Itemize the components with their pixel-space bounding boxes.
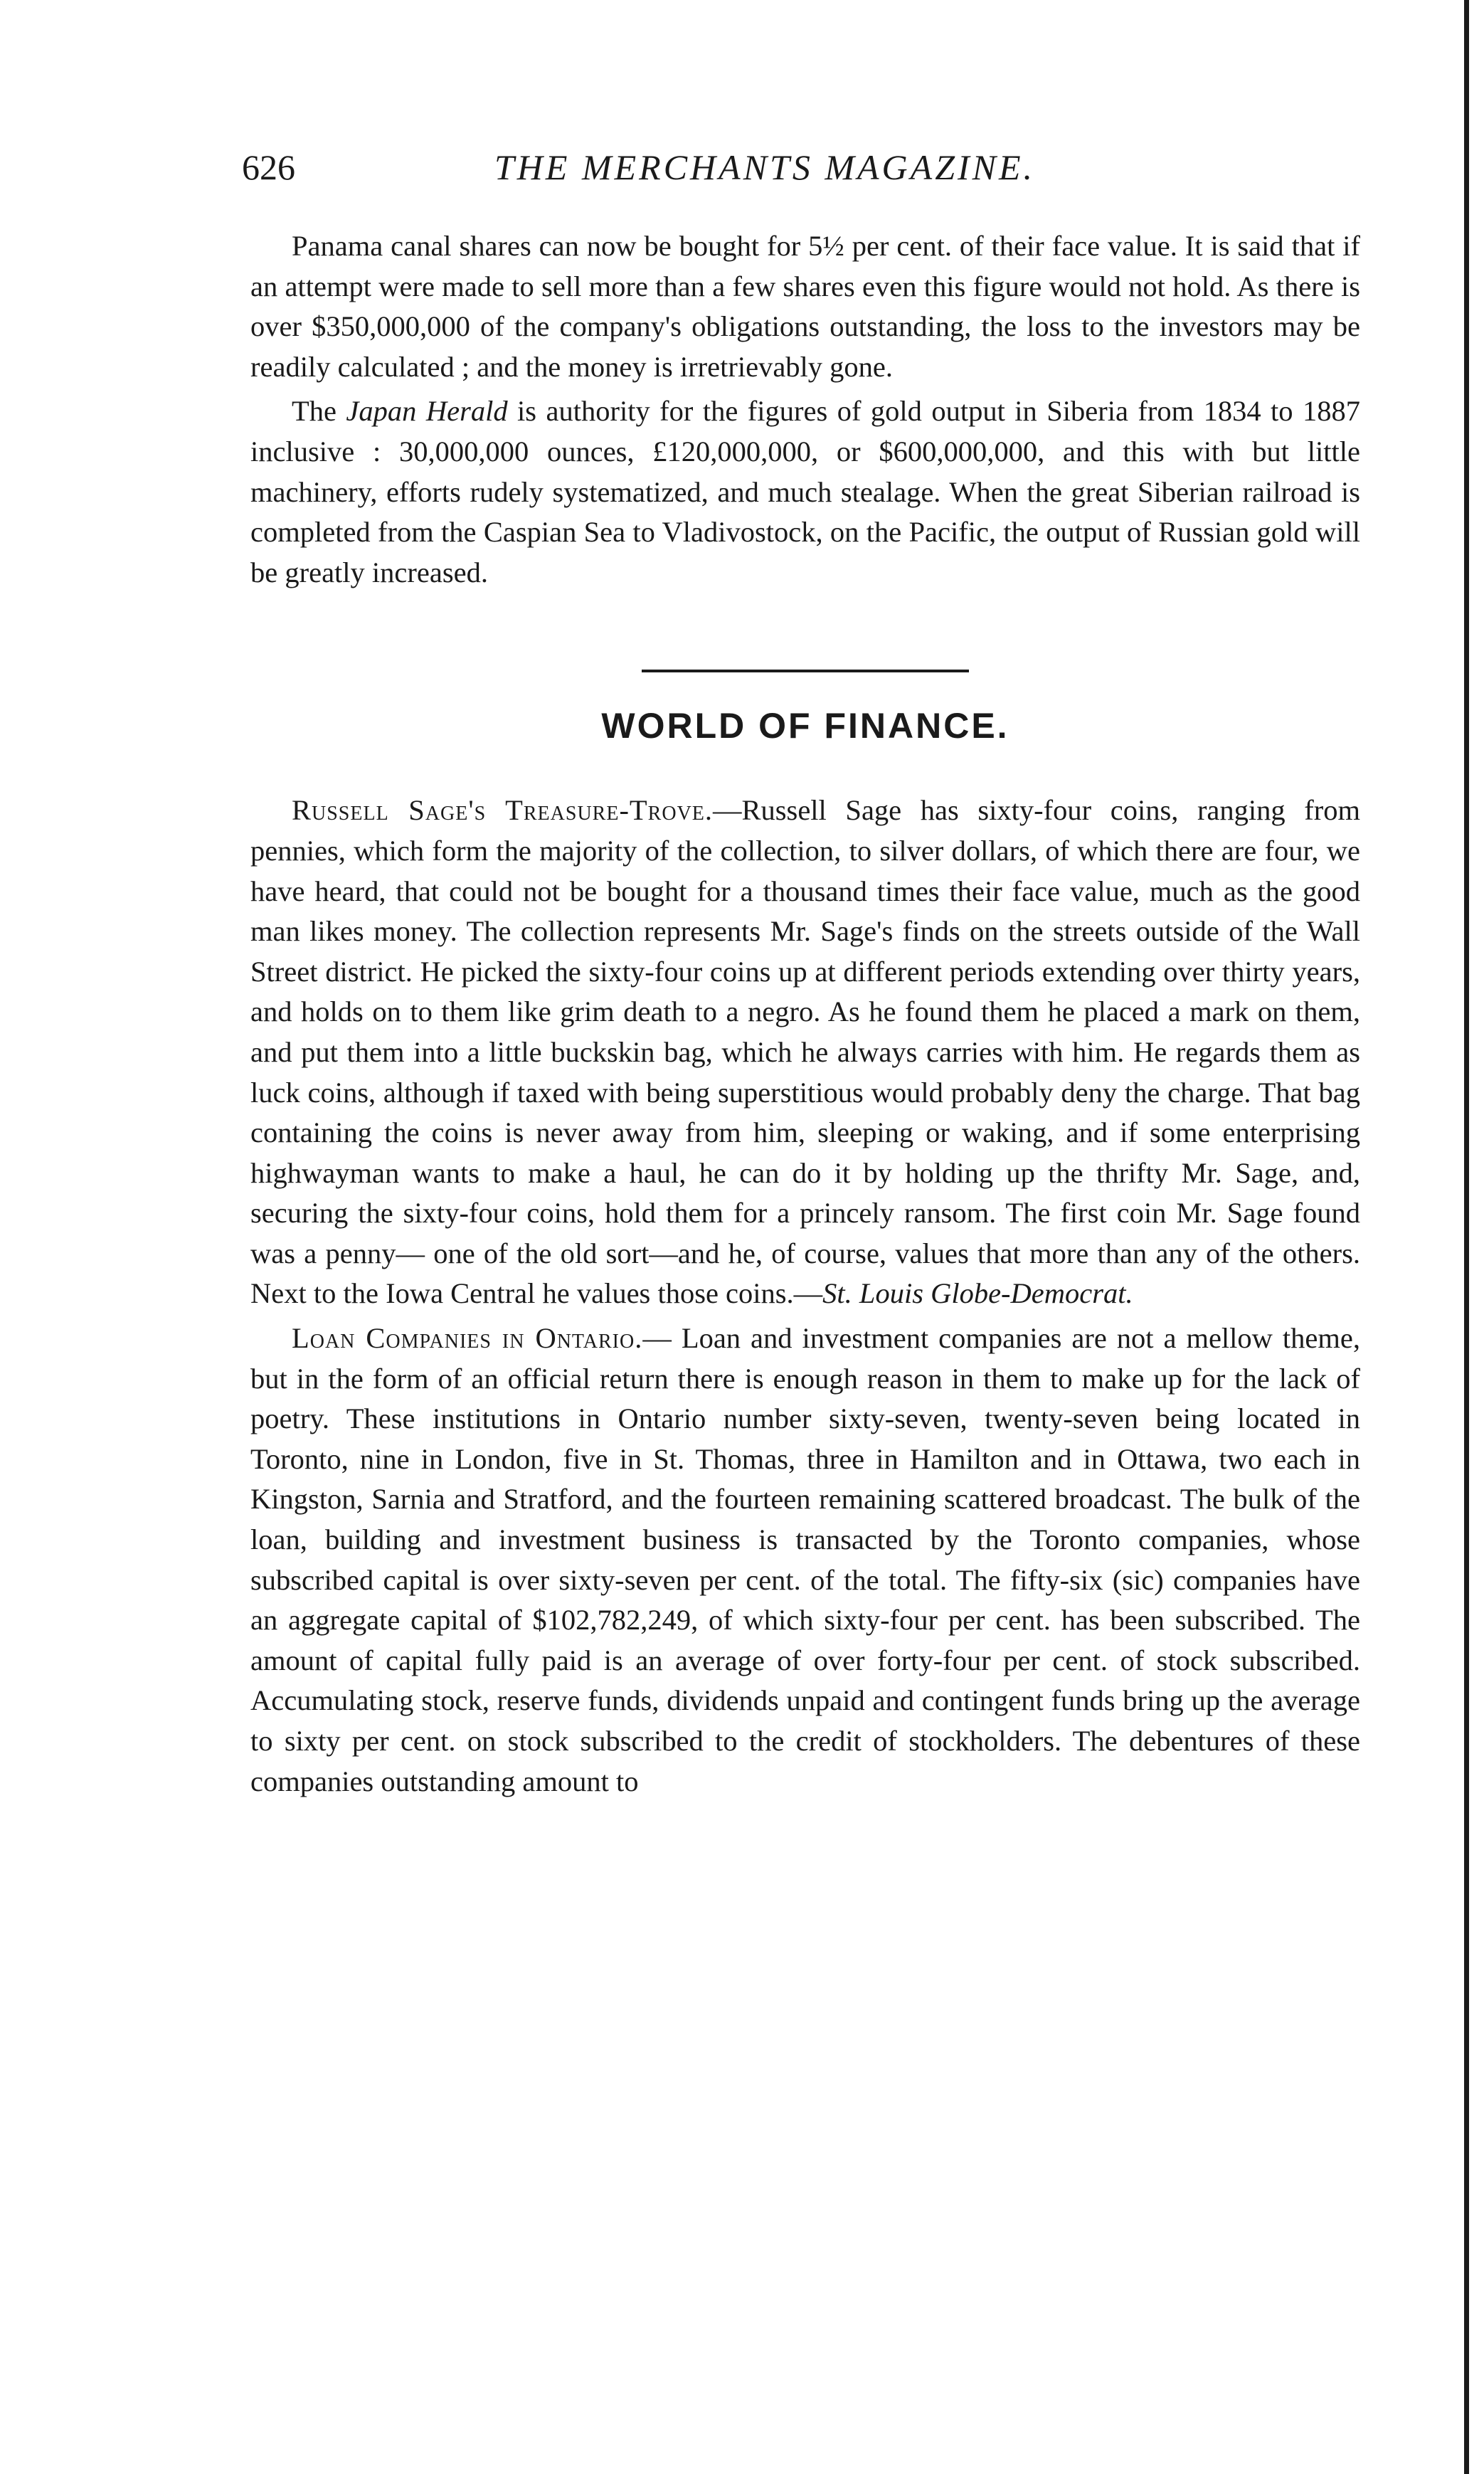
- source-japan-herald: Japan Herald: [346, 395, 508, 428]
- page-edge-rule: [1464, 0, 1469, 2474]
- siberia-text: is authority for the figures of gold output in Siberia from 1834 to 1887 inclusive : 30,000,000 ounces, £120,000,000, or $600,000,000, and this with but little machinery, efforts rudely systematized, and much stealage. When the great Siberian railroad is completed from the Caspian Sea to Vladivostock, on the Pacific, the output of Russian gold will be greatly increased.: [250, 395, 1360, 588]
- article-sage-title: Russell Sage's Treasure-Trove.: [292, 794, 714, 827]
- article-ontario-title: Loan Companies in Ontario.: [292, 1322, 643, 1355]
- magazine-title: THE MERCHANTS MAGAZINE.: [494, 147, 1036, 187]
- article-ontario: [250, 1318, 1360, 1802]
- page-number: 626: [242, 147, 295, 187]
- article-sage: [250, 791, 1360, 1314]
- siberia-lead: The: [292, 395, 336, 428]
- section-divider: [642, 670, 969, 672]
- text-column: [250, 226, 1360, 1806]
- running-head: [242, 142, 1352, 192]
- article-sage-source: St. Louis Globe-Democrat.: [822, 1277, 1133, 1310]
- article-ontario-body: — Loan and investment companies are not a mellow theme, but in the form of an official return there is enough reason in them to make up for the lack of poetry. These institutions in Ontario number sixty-seven, twenty-seven being located in Toronto, nine in London, five in St. Thomas, three in Hamilton and in Ottawa, two each in Kingston, Sarnia and Stratford, and the fourteen remaining scattered broadcast. The bulk of the loan, building and investment business is transacted by the Toronto companies, whose subscribed capital is over sixty-seven per cent. of the total. The fifty-six (sic) companies have an aggregate capital of $102,782,249, of which sixty-four per cent. has been subscribed. The amount of capital fully paid is an average of over forty-four per cent. of stock subscribed. Accumulating stock, reserve funds, dividends unpaid and contingent funds bring up the average to sixty per cent. on stock subscribed to the credit of stockholders. The debentures of these companies outstanding amount to: [250, 1322, 1360, 1797]
- article-sage-body: —Russell Sage has sixty-four coins, ranging from pennies, which form the majority of the collection, to silver dollars, of which there are four, we have heard, that could not be bought for a thousand times their face value, much as the good man likes money. The collection represents Mr. Sage's finds on the streets outside of the Wall Street district. He picked the sixty-four coins up at different periods extending over thirty years, and holds on to them like grim death to a negro. As he found them he placed a mark on them, and put them into a little buckskin bag, which he always carries with him. He regards them as luck coins, although if taxed with being superstitious would probably deny the charge. That bag containing the coins is never away from him, sleeping or waking, and if some enterprising highwayman wants to make a haul, he can do it by holding up the thrifty Mr. Sage, and, securing the sixty-four coins, hold them for a princely ransom. The first coin Mr. Sage found was a penny— one of the old sort—and he, of course, values that more than any of the others. Next to the Iowa Central he values those coins.—: [250, 794, 1361, 1310]
- paragraph-panama: Panama canal shares can now be bought for 5½ per cent. of their face value. It is said that if an attempt were made to sell more than a few shares even this figure would not hold. As there is over $350,000,000 of the company's obligations outstanding, the loss to the investors may be readily calculated ; and the money is irretrievably gone.: [250, 230, 1360, 383]
- section-heading: WORLD OF FINANCE.: [601, 706, 1009, 746]
- paragraph-siberia: [250, 391, 1360, 593]
